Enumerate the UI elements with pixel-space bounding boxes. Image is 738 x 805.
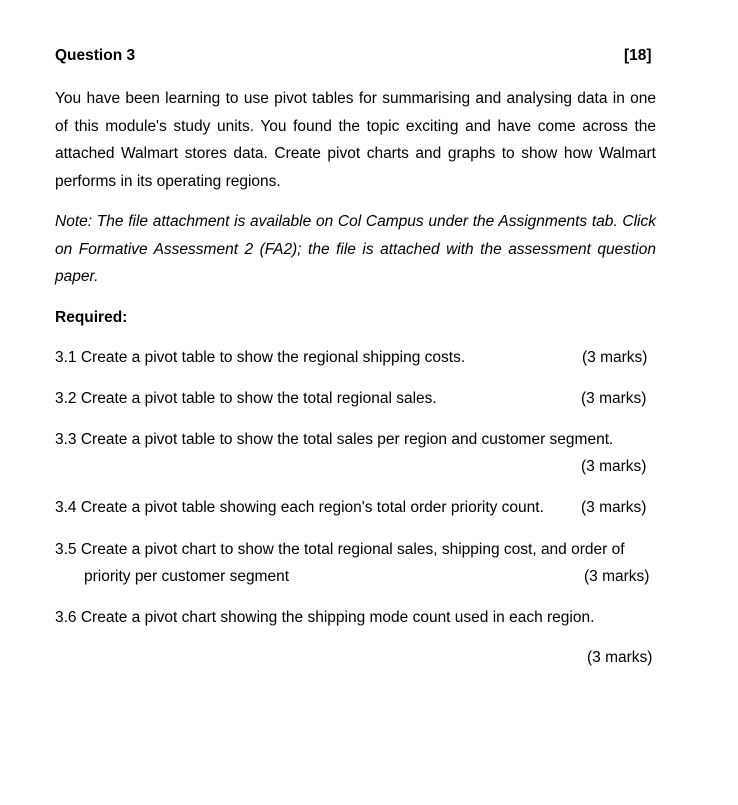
note-paragraph: Note: The file attachment is available on Col Campus under the Assignments tab. Click on Formative Assessment 2 (FA2); the file is attached with the assessment question paper.: [55, 213, 656, 285]
item-marks: (3 marks): [581, 458, 647, 475]
item-text: 3.6 Create a pivot chart showing the shipping mode count used in each region.: [55, 609, 595, 626]
required-label: Required:: [55, 309, 128, 326]
item-marks: (3 marks): [584, 568, 650, 585]
item-text: 3.3 Create a pivot table to show the total sales per region and customer segment.: [55, 431, 614, 448]
question-title: Question 3: [55, 47, 136, 64]
item-marks: (3 marks): [582, 349, 648, 366]
intro-paragraph: You have been learning to use pivot tables for summarising and analysing data in one of this module's study units. You found the topic exciting and have come across the attached Walmart stores data. Create pivot charts and graphs to show how Walmart performs in its operating regions.: [55, 90, 656, 190]
item-marks: (3 marks): [581, 390, 647, 407]
question-total-marks: [18]: [624, 47, 652, 64]
item-text: 3.4 Create a pivot table showing each region's total order priority count.: [55, 499, 544, 516]
item-text: 3.5 Create a pivot chart to show the total regional sales, shipping cost, and order of: [55, 541, 625, 558]
item-text: 3.2 Create a pivot table to show the total regional sales.: [55, 390, 437, 407]
item-marks: (3 marks): [587, 649, 653, 666]
item-text-continued: priority per customer segment: [84, 568, 290, 585]
item-text: 3.1 Create a pivot table to show the regional shipping costs.: [55, 349, 466, 366]
item-marks: (3 marks): [581, 499, 647, 516]
